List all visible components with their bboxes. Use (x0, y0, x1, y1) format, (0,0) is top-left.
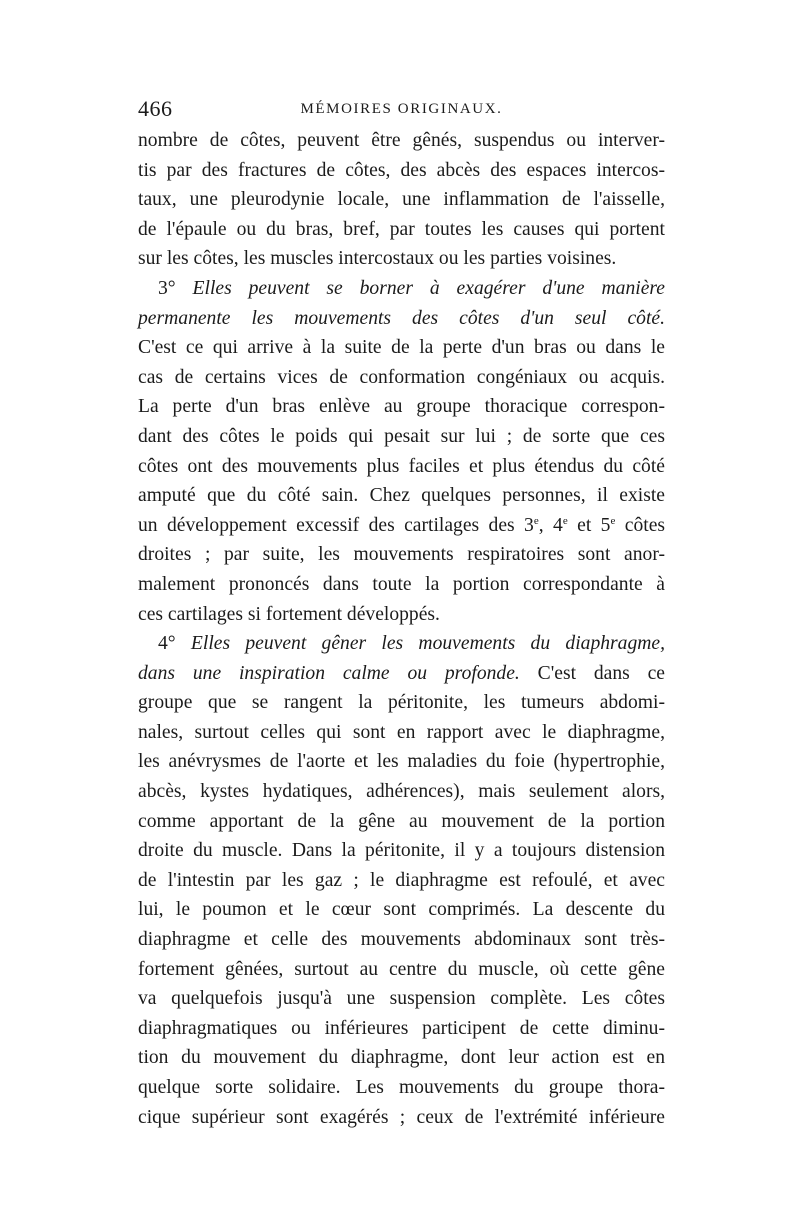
text-line (138, 1043, 665, 1073)
text-line (138, 688, 665, 718)
text-run: tis par des fractures de côtes, des abcès des espaces intercos- (138, 159, 665, 181)
text-line (138, 215, 665, 245)
text-line (138, 244, 665, 274)
text-line (138, 925, 665, 955)
text-run: La perte d'un bras enlève au groupe thoracique correspon- (138, 396, 665, 418)
text-run: diaphragmatiques ou inférieures participent de cette diminu- (138, 1017, 665, 1039)
text-line (138, 807, 665, 837)
italic-text: Elles peuvent gêner les mouvements du diaphragme, (190, 633, 665, 655)
text-run: quelque sorte solidaire. Les mouvements du groupe thora- (138, 1077, 665, 1098)
text-run: amputé que du côté sain. Chez quelques personnes, il existe (138, 485, 665, 507)
text-run: malement prononcés dans toute la portion correspondante à (138, 573, 665, 595)
text-run: cas de certains vices de conformation congéniaux ou acquis. (138, 366, 665, 388)
text-run: groupe que se rangent la péritonite, les tumeurs abdomi- (138, 692, 665, 714)
superscript: e (562, 514, 568, 527)
text-line (138, 333, 665, 363)
text-line (138, 452, 665, 482)
text-line (138, 392, 665, 422)
superscript: e (610, 514, 616, 527)
text-run: diaphragme et celle des mouvements abdominaux sont très- (138, 929, 665, 951)
text-line (138, 1014, 665, 1044)
text-run: les anévrysmes de l'aorte et les maladies du foie (hypertrophie, (138, 751, 665, 773)
text-run: nales, surtout celles qui sont en rapport avec le diaphragme, (138, 721, 665, 743)
italic-text: dans une inspiration calme ou profonde. (138, 662, 520, 684)
text-run: 3° (158, 277, 193, 299)
text-run: va quelquefois jusqu'à une suspension complète. Les côtes (138, 988, 665, 1010)
text-line (138, 895, 665, 925)
text-line (138, 126, 665, 156)
text-run: côtes ont des mouvements plus faciles et plus étendus du côté (138, 455, 665, 477)
text-line (138, 600, 665, 630)
text-run: lui, le poumon et le cœur sont comprimés. La descente du (138, 899, 665, 921)
text-run: de l'intestin par les gaz ; le diaphragme est refoulé, et avec (138, 869, 665, 891)
running-title: MÉMOIRES ORIGINAUX. (300, 101, 503, 117)
text-run: abcès, kystes hydatiques, adhérences), mais seulement alors, (138, 781, 665, 803)
text-line (138, 1073, 665, 1103)
text-line (138, 955, 665, 985)
text-run: un développement excessif des cartilages des 3 (138, 514, 534, 536)
text-line (138, 659, 665, 689)
body-text (138, 126, 665, 1132)
superscript: e (533, 514, 539, 527)
text-run: taux, une pleurodynie locale, une inflammation de l'aisselle, (138, 189, 665, 211)
text-run: de l'épaule ou du bras, bref, par toutes les causes qui portent (138, 218, 665, 240)
text-line (138, 511, 665, 541)
text-run: sur les côtes, les muscles intercostaux ou les parties voisines. (138, 248, 617, 270)
text-run: droite du muscle. Dans la péritonite, il y a toujours distension (138, 840, 665, 862)
text-line (138, 185, 665, 215)
text-line (138, 1103, 665, 1133)
text-line (138, 274, 665, 304)
text-line (138, 747, 665, 777)
text-line (138, 540, 665, 570)
text-line (138, 481, 665, 511)
text-run: et 5 (567, 514, 611, 536)
text-line (138, 836, 665, 866)
text-run: nombre de côtes, peuvent être gênés, suspendus ou interver- (138, 130, 665, 151)
text-run: , 4 (538, 514, 563, 536)
text-run: C'est dans ce (519, 662, 665, 684)
text-line (138, 984, 665, 1014)
text-line (138, 570, 665, 600)
text-line (138, 777, 665, 807)
italic-text: Elles peuvent se borner à exagérer d'une manière (192, 277, 665, 299)
text-line (138, 363, 665, 393)
book-page (138, 96, 665, 1132)
text-run: fortement gênées, surtout au centre du muscle, où cette gêne (138, 958, 665, 980)
text-line (138, 629, 665, 659)
running-head (138, 96, 665, 122)
text-line (138, 718, 665, 748)
text-run: comme apportant de la gêne au mouvement de la portion (138, 810, 665, 832)
italic-text: permanente les mouvements des côtes d'un seul côté. (138, 307, 665, 329)
text-run: C'est ce qui arrive à la suite de la perte d'un bras ou dans le (138, 337, 665, 359)
text-run: cique supérieur sont exagérés ; ceux de l'extrémité inférieure (138, 1106, 665, 1128)
text-run: tion du mouvement du diaphragme, dont leur action est en (138, 1047, 665, 1069)
text-line (138, 304, 665, 334)
text-run: ces cartilages si fortement développés. (138, 603, 440, 625)
text-run: dant des côtes le poids qui pesait sur lui ; de sorte que ces (138, 425, 665, 447)
page-number: 466 (138, 96, 173, 121)
text-run: 4° (158, 633, 191, 655)
text-line (138, 422, 665, 452)
text-line (138, 866, 665, 896)
text-line (138, 156, 665, 186)
text-run: droites ; par suite, les mouvements respiratoires sont anor- (138, 544, 665, 566)
text-run: côtes (615, 514, 666, 536)
